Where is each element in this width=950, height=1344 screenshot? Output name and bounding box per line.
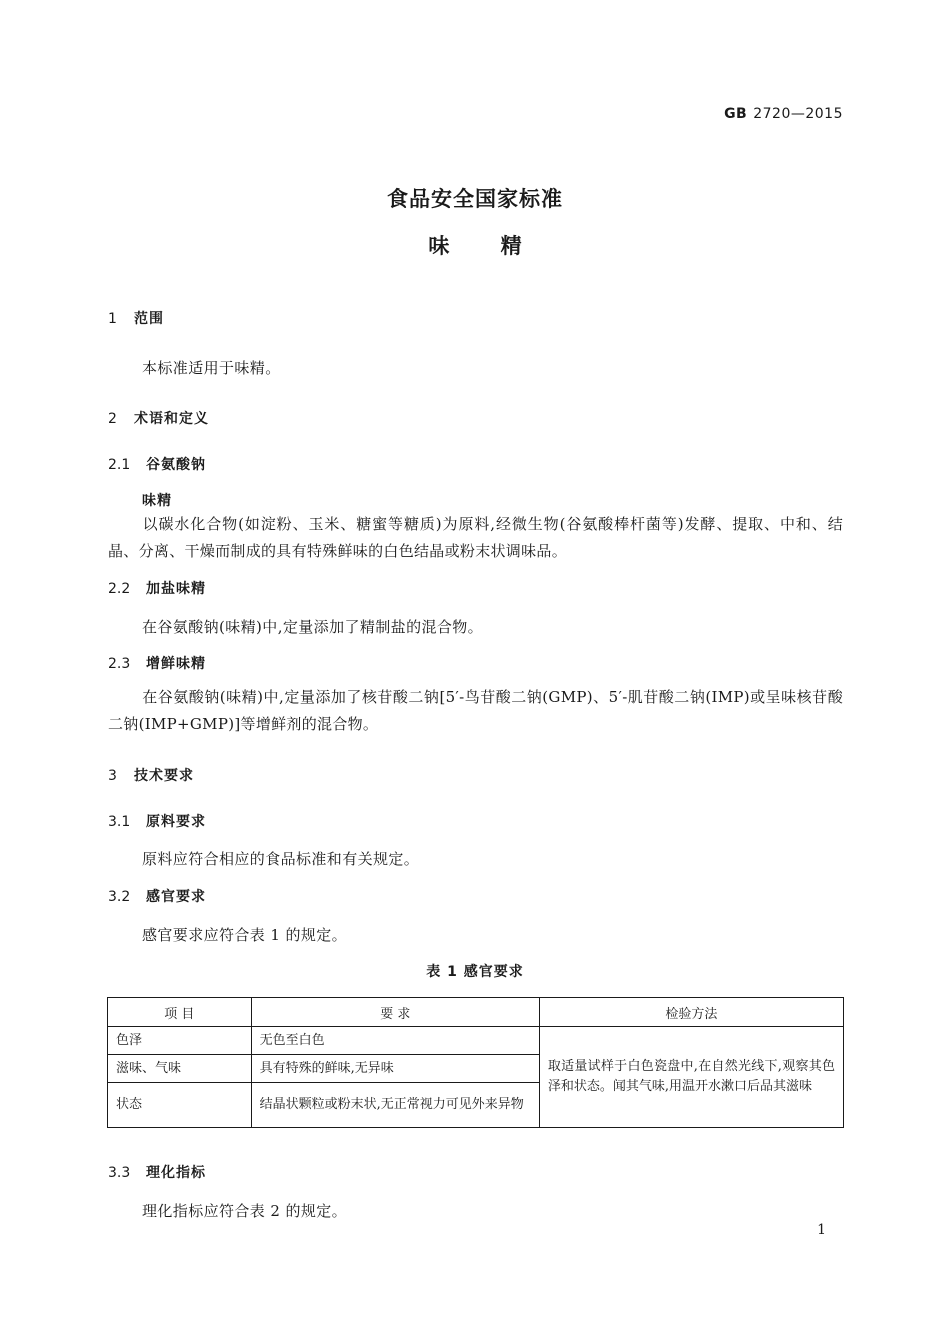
section-3-3-number: 3.3 (108, 1165, 131, 1181)
section-2-2-number: 2.2 (108, 581, 131, 597)
table-cell-method: 取适量试样于白色瓷盘中,在自然光线下,观察其色泽和状态。闻其气味,用温开水漱口后品其滋味 (539, 1027, 843, 1128)
table-header-method: 检验方法 (539, 998, 843, 1027)
section-2-3-body-text: 在谷氨酸钠(味精)中,定量添加了核苷酸二钠[5′-鸟苷酸二钠(GMP)、5′-肌苷酸二钠(IMP)或呈味核苷酸二钠(IMP+GMP)]等增鲜剂的混合物。 (108, 688, 843, 733)
section-3-heading (108, 765, 194, 785)
table-cell-item: 滋味、气味 (108, 1055, 252, 1083)
table-row (108, 1027, 844, 1055)
table-cell-requirement: 无色至白色 (251, 1027, 539, 1055)
section-2-number: 2 (108, 411, 117, 427)
section-3-2-heading (108, 886, 206, 906)
table-cell-item: 色泽 (108, 1027, 252, 1055)
standard-prefix: GB (724, 106, 748, 122)
table-1-sensory-requirements (107, 997, 844, 1128)
section-3-2-number: 3.2 (108, 889, 131, 905)
section-3-1-title: 原料要求 (146, 814, 206, 830)
table-cell-item: 状态 (108, 1083, 252, 1128)
section-2-3-number: 2.3 (108, 656, 131, 672)
section-3-2-body: 感官要求应符合表 1 的规定。 (142, 926, 348, 944)
section-2-3-body (108, 684, 843, 738)
document-title: 食品安全国家标准 (387, 187, 563, 211)
section-2-title: 术语和定义 (134, 411, 209, 427)
standard-number (724, 106, 843, 122)
section-2-1-heading (108, 454, 206, 474)
section-3-3-body: 理化指标应符合表 2 的规定。 (142, 1202, 348, 1220)
section-2-2-body: 在谷氨酸钠(味精)中,定量添加了精制盐的混合物。 (142, 618, 484, 636)
table-cell-requirement: 结晶状颗粒或粉末状,无正常视力可见外来异物 (251, 1083, 539, 1128)
section-2-3-title: 增鲜味精 (146, 656, 206, 672)
section-1-number: 1 (108, 311, 117, 327)
section-2-2-heading (108, 578, 206, 598)
section-2-1-body-text: 以碳水化合物(如淀粉、玉米、糖蜜等糖质)为原料,经微生物(谷氨酸棒杆菌等)发酵、提取、中和、结晶、分离、干燥而制成的具有特殊鲜味的白色结晶或粉末状调味品。 (108, 515, 843, 560)
section-1-title: 范围 (134, 311, 164, 327)
section-3-3-title: 理化指标 (146, 1165, 206, 1181)
section-2-3-heading (108, 653, 206, 673)
standard-code: 2720—2015 (753, 106, 843, 122)
section-3-number: 3 (108, 768, 117, 784)
table-header-item: 项 目 (108, 998, 252, 1027)
section-3-title: 技术要求 (134, 768, 194, 784)
section-3-1-number: 3.1 (108, 814, 131, 830)
section-2-1-body (108, 511, 843, 565)
section-2-1-number: 2.1 (108, 457, 131, 473)
section-3-1-body: 原料应符合相应的食品标准和有关规定。 (142, 850, 420, 868)
section-2-1-title: 谷氨酸钠 (146, 457, 206, 473)
table-header-row (108, 998, 844, 1027)
section-2-1-term: 味精 (142, 493, 172, 509)
section-3-3-heading (108, 1162, 206, 1182)
section-2-heading (108, 408, 209, 428)
section-3-1-heading (108, 811, 206, 831)
table-1-caption: 表 1 感官要求 (426, 964, 524, 980)
document-subtitle: 味 精 (428, 234, 522, 258)
section-1-body: 本标准适用于味精。 (142, 359, 281, 377)
section-1-heading (108, 308, 164, 328)
page-number: 1 (817, 1222, 826, 1238)
section-3-2-title: 感官要求 (146, 889, 206, 905)
table-cell-requirement: 具有特殊的鲜味,无异味 (251, 1055, 539, 1083)
section-2-2-title: 加盐味精 (146, 581, 206, 597)
table-header-requirement: 要 求 (251, 998, 539, 1027)
